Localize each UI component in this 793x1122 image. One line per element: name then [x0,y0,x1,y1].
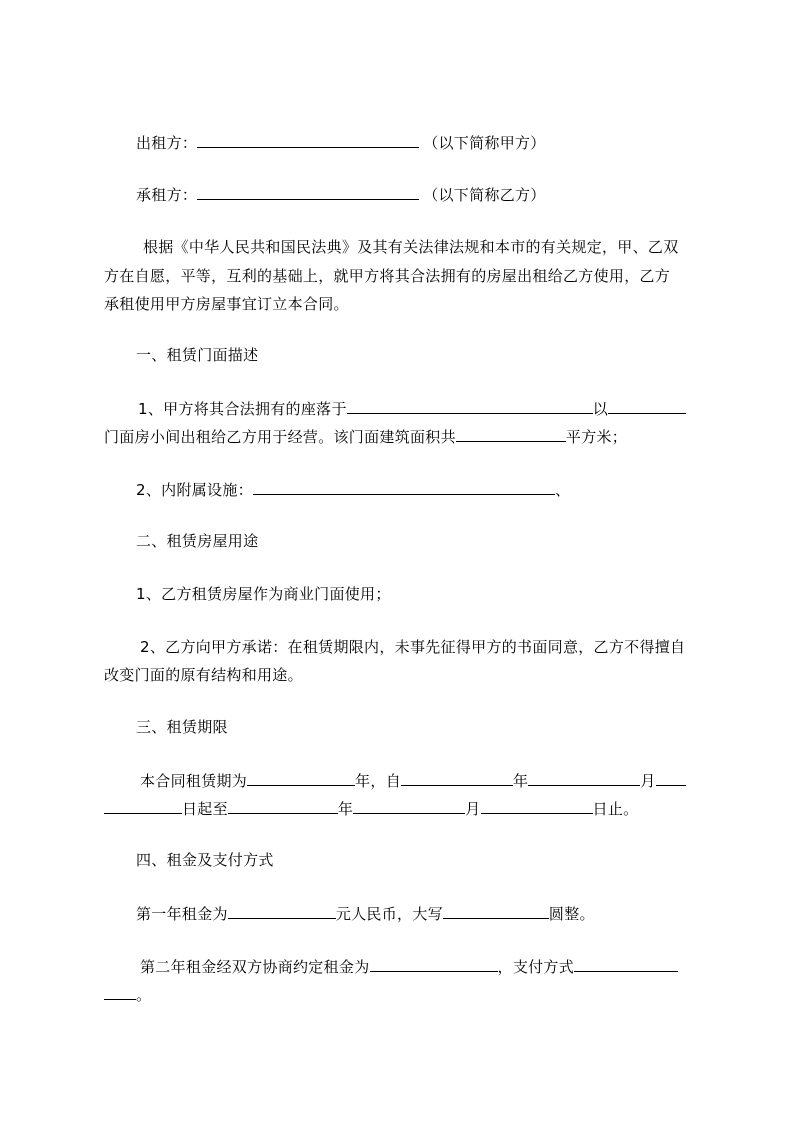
lessee-label: 承租方： [136,186,198,204]
s2-item1: 1、乙方租赁房屋作为商业门面使用； [136,585,391,603]
s3-text-g: 月 [465,800,481,818]
s3-text-e: 日起至 [182,800,228,818]
first-year-rent-blank [228,903,336,919]
s4-item1-text-c: 圆整。 [548,905,595,923]
s4-item2-text-a: 第二年租金经双方协商约定租金为 [140,958,370,976]
s2-item2-line2: 改变门面的原有结构和用途。 [104,666,303,684]
preamble-line-3: 承租使用甲方房屋事宜订立本合同。 [104,295,349,313]
s4-item2-line2 [104,984,151,1005]
lessor-line [136,132,546,153]
payment-method-blank-b [104,984,136,1000]
s3-text-f: 年 [337,800,354,818]
lessee-suffix: （以下简称乙方） [423,186,546,204]
end-day-blank [481,798,593,814]
s1-item2-text-a: 2、内附属设施： [136,481,253,499]
s1-item2 [136,479,570,500]
end-month-blank [353,798,465,814]
end-year-blank [228,798,338,814]
lessee-line [136,184,546,205]
s1-item1-text-a: 1、甲方将其合法拥有的座落于 [138,400,347,418]
s3-text-a: 本合同租赁期为 [140,772,248,790]
s3-line1 [140,770,686,791]
s1-item1-text-b: 以 [592,400,609,418]
unit-blank-a [608,398,686,414]
start-day-blank-a [656,770,686,786]
s3-text-c: 年 [513,772,529,790]
s1-item1-line2 [104,426,627,447]
section3-title: 三、租赁期限 [136,718,228,736]
area-blank [456,426,566,442]
section4-title: 四、租金及支付方式 [136,851,274,869]
s1-item1-line1 [138,398,686,419]
first-year-rent-words-blank [443,903,549,919]
section2-title: 二、租赁房屋用途 [136,532,259,550]
lessee-blank [197,184,419,200]
lessor-label: 出租方： [136,134,198,152]
s3-text-h: 日止。 [592,800,639,818]
s1-item1-text-c: 门面房小间出租给乙方用于经营。该门面建筑面积共 [104,428,456,446]
s4-item1-text-b: 元人民币，大写 [335,905,443,923]
s1-item2-text-b: 、 [554,481,571,499]
preamble-line-2: 方在自愿，平等，互利的基础上，就甲方将其合法拥有的房屋出租给乙方使用，乙方 [104,267,671,285]
facilities-blank [253,479,555,495]
s1-item1-text-d: 平方米； [565,428,628,446]
second-year-rent-blank [370,956,498,972]
s4-item2-line1 [140,956,678,977]
location-blank [347,398,593,414]
start-year-blank [401,770,513,786]
s4-item2-text-b: ，支付方式 [497,958,575,976]
section1-title: 一、租赁门面描述 [136,346,259,364]
s3-text-d: 月 [640,772,656,790]
s3-text-b: 年，自 [355,772,402,790]
lessor-blank [197,132,419,148]
term-years-blank [247,770,355,786]
s4-item1-text-a: 第一年租金为 [136,905,228,923]
s4-item2-text-c: 。 [136,986,152,1004]
s4-item1 [136,903,595,924]
s3-line2 [104,798,638,819]
lessor-suffix: （以下简称甲方） [423,134,546,152]
start-month-blank [528,770,640,786]
s2-item2-line1: 2、乙方向甲方承诺：在租赁期限内，未事先征得甲方的书面同意，乙方不得擅自 [140,638,686,656]
start-day-blank-b [104,798,182,814]
preamble-line-1: 根据《中华人民共和国民法典》及其有关法律法规和本市的有关规定，甲、乙双 [143,238,679,256]
payment-method-blank-a [574,956,678,972]
